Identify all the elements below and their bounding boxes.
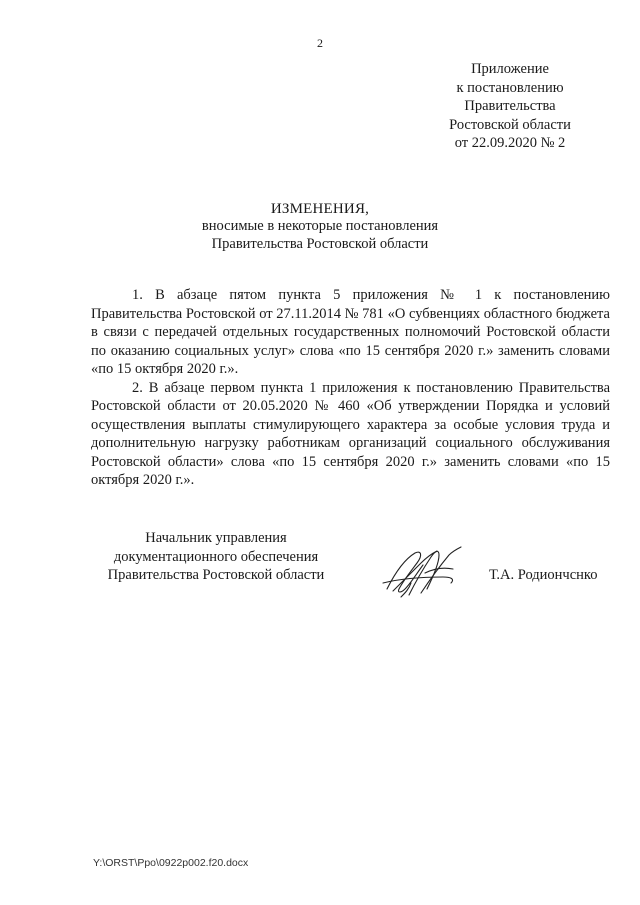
document-subtitle-line: Правительства Ростовской области — [211, 235, 429, 252]
appendix-line: Правительства — [464, 98, 556, 114]
document-title: ИЗМЕНЕНИЯ, — [270, 201, 370, 217]
document-subtitle-line: вносимые в некоторые постановления — [201, 218, 439, 234]
signatory-position-line: документационного обеспечения — [113, 548, 319, 565]
appendix-line: от 22.09.2020 № 2 — [454, 135, 566, 151]
appendix-line: к постановлению — [456, 79, 564, 96]
appendix-header — [430, 60, 590, 153]
paragraph-1: 1. В абзаце пятом пункта 5 приложения № 1 к постановлению Правительства Ростовской от 27.11.2014 № 781 «О субвенциях областного бюджета в связи с передачей отдельных государственных полномочий Ростовской области по оказанию социальных услуг» слова «по 15 сентября 2020 г.» заменить словами «по 15 октября 2020 г.». — [91, 287, 610, 377]
file-path-footer: Y:\ORST\Ppo\0922p002.f20.docx — [93, 857, 249, 869]
signatory-position-line: Правительства Ростовской области — [107, 567, 325, 583]
signatory-position — [91, 529, 341, 585]
document-title-block — [0, 200, 640, 253]
document-body — [91, 286, 610, 490]
page-number: 2 — [317, 36, 323, 50]
appendix-line: Ростовской области — [449, 116, 571, 133]
appendix-line: Приложение — [471, 61, 549, 77]
signatory-position-line: Начальник управления — [145, 530, 287, 546]
signature-block — [91, 529, 621, 589]
paragraph-2: 2. В абзаце первом пункта 1 приложения к постановлению Правительства Ростовской области от 20.05.2020 № 460 «Об утверждении Порядка и условий осуществления выплаты стимулирующего характера за особые условия труда и дополнительную нагрузку работникам организаций социального обслуживания Ростовской области» слова «по 15 сентября 2020 г.» заменить словами «по 15 октября 2020 г.». — [91, 379, 610, 488]
handwritten-signature — [381, 543, 471, 601]
signatory-name: Т.А. Родиончснко — [489, 567, 598, 583]
